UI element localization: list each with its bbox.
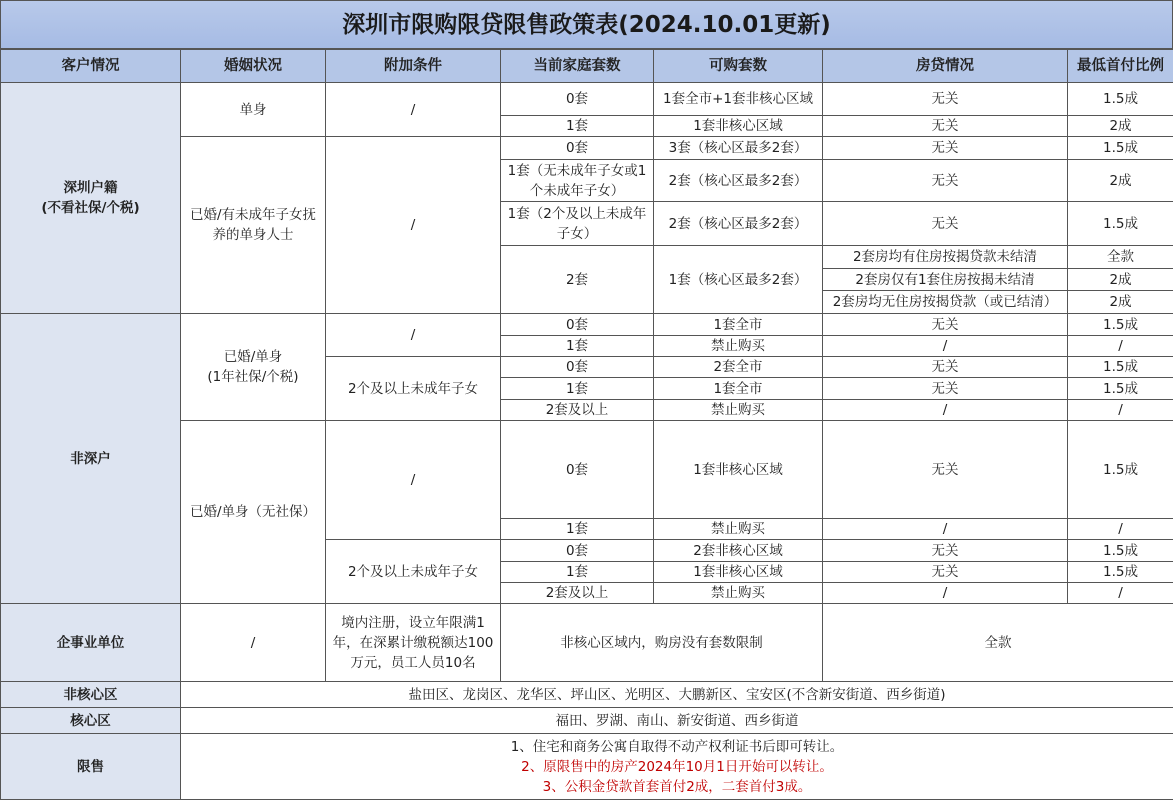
page-title: 深圳市限购限贷限售政策表(2024.10.01更新) [0, 0, 1173, 49]
table-cell: 福田、罗湖、南山、新安街道、西乡街道 [181, 708, 1173, 734]
table-cell: 无关 [823, 314, 1068, 336]
table-cell: 1套全市 [654, 378, 823, 400]
resale-note-highlight: 3、公积金贷款首套首付2成，二套首付3成。 [542, 778, 812, 795]
table-cell: 2套非核心区域 [654, 540, 823, 562]
table-cell: 1.5成 [1068, 562, 1173, 583]
table-cell [181, 734, 1173, 800]
table-cell: 0套 [501, 83, 654, 116]
table-cell: 已婚/有未成年子女抚养的单身人士 [181, 137, 326, 314]
table-cell: 已婚/单身（无社保） [181, 421, 326, 604]
table-cell: / [326, 137, 501, 314]
table-cell: / [823, 400, 1068, 421]
table-cell: 1套 [501, 116, 654, 137]
table-cell: 1套全市+1套非核心区域 [654, 83, 823, 116]
table-cell: 1套 [501, 336, 654, 357]
table-cell: 1.5成 [1068, 357, 1173, 378]
table-cell: 无关 [823, 137, 1068, 160]
table-cell: 1.5成 [1068, 314, 1173, 336]
row-category-label: 核心区 [1, 708, 181, 734]
table-cell: 2套及以上 [501, 400, 654, 421]
table-cell: 1套（核心区最多2套） [654, 246, 823, 314]
table-cell: 2个及以上未成年子女 [326, 357, 501, 421]
table-cell: 1.5成 [1068, 137, 1173, 160]
table-cell: 境内注册，设立年限满1年，在深累计缴税额达100万元，员工人员10名 [326, 604, 501, 682]
table-cell: 禁止购买 [654, 519, 823, 540]
table-row [1, 682, 1173, 708]
table-cell: 全款 [823, 604, 1173, 682]
table-cell: 1.5成 [1068, 421, 1173, 519]
table-cell: 无关 [823, 116, 1068, 137]
table-cell: 2套（核心区最多2套） [654, 160, 823, 202]
table-cell: 禁止购买 [654, 400, 823, 421]
table-cell: / [181, 604, 326, 682]
table-cell: / [823, 583, 1068, 604]
table-cell: / [1068, 583, 1173, 604]
table-cell: 0套 [501, 137, 654, 160]
table-cell: 全款 [1068, 246, 1173, 269]
column-header: 客户情况 [1, 50, 181, 83]
table-cell: 1套非核心区域 [654, 421, 823, 519]
row-category-label: 限售 [1, 734, 181, 800]
table-cell: 1.5成 [1068, 540, 1173, 562]
table-row [1, 734, 1173, 800]
row-category-label: 非核心区 [1, 682, 181, 708]
table-cell: / [326, 314, 501, 357]
table-cell: 盐田区、龙岗区、龙华区、坪山区、光明区、大鹏新区、宝安区(不含新安街道、西乡街道) [181, 682, 1173, 708]
column-header: 婚姻状况 [181, 50, 326, 83]
table-cell: 2套房仅有1套住房按揭未结清 [823, 269, 1068, 291]
table-cell: 2套及以上 [501, 583, 654, 604]
table-cell: / [1068, 400, 1173, 421]
table-cell: 禁止购买 [654, 336, 823, 357]
table-cell: 2套（核心区最多2套） [654, 202, 823, 246]
table-cell: 无关 [823, 83, 1068, 116]
table-cell: / [326, 83, 501, 137]
table-cell: 已婚/单身 (1年社保/个税) [181, 314, 326, 421]
table-cell: 1.5成 [1068, 202, 1173, 246]
table-cell: 1套全市 [654, 314, 823, 336]
policy-table [0, 49, 1173, 800]
table-row [1, 314, 1173, 336]
table-cell: 1套（2个及以上未成年子女） [501, 202, 654, 246]
table-cell: 0套 [501, 421, 654, 519]
resale-note-highlight: 2、原限售中的房产2024年10月1日开始可以转让。 [521, 758, 833, 775]
table-cell: 0套 [501, 314, 654, 336]
table-cell: 2成 [1068, 291, 1173, 314]
table-cell: 单身 [181, 83, 326, 137]
table-cell: / [823, 519, 1068, 540]
table-cell: 无关 [823, 202, 1068, 246]
column-header: 附加条件 [326, 50, 501, 83]
header-row [1, 50, 1173, 83]
row-category-label: 企事业单位 [1, 604, 181, 682]
table-row [1, 604, 1173, 682]
table-cell: / [1068, 336, 1173, 357]
table-cell: 无关 [823, 562, 1068, 583]
table-cell: / [326, 421, 501, 540]
row-category-label: 深圳户籍 (不看社保/个税) [1, 83, 181, 314]
table-cell: 2套房均无住房按揭贷款（或已结清） [823, 291, 1068, 314]
table-cell: 1套 [501, 519, 654, 540]
table-cell: 2成 [1068, 116, 1173, 137]
table-cell: 3套（核心区最多2套） [654, 137, 823, 160]
resale-note: 1、住宅和商务公寓自取得不动产权利证书后即可转让。 [510, 738, 844, 755]
column-header: 可购套数 [654, 50, 823, 83]
column-header: 当前家庭套数 [501, 50, 654, 83]
table-cell: 2个及以上未成年子女 [326, 540, 501, 604]
table-cell: 1套（无未成年子女或1个未成年子女） [501, 160, 654, 202]
table-cell: 1套非核心区域 [654, 562, 823, 583]
table-cell: / [1068, 519, 1173, 540]
table-row [1, 708, 1173, 734]
table-cell: 1.5成 [1068, 83, 1173, 116]
table-cell: 2成 [1068, 269, 1173, 291]
table-row [1, 83, 1173, 116]
table-cell: 无关 [823, 421, 1068, 519]
table-cell: 无关 [823, 160, 1068, 202]
table-cell: 1.5成 [1068, 378, 1173, 400]
table-cell: 2套房均有住房按揭贷款未结清 [823, 246, 1068, 269]
table-cell: / [823, 336, 1068, 357]
table-cell: 无关 [823, 378, 1068, 400]
table-cell: 1套非核心区域 [654, 116, 823, 137]
table-cell: 1套 [501, 378, 654, 400]
table-cell: 无关 [823, 540, 1068, 562]
table-cell: 非核心区域内，购房没有套数限制 [501, 604, 823, 682]
table-cell: 0套 [501, 357, 654, 378]
table-cell: 禁止购买 [654, 583, 823, 604]
table-cell: 2套 [501, 246, 654, 314]
table-cell: 2成 [1068, 160, 1173, 202]
column-header: 房贷情况 [823, 50, 1068, 83]
table-cell: 0套 [501, 540, 654, 562]
table-cell: 1套 [501, 562, 654, 583]
column-header: 最低首付比例 [1068, 50, 1173, 83]
table-cell: 2套全市 [654, 357, 823, 378]
row-category-label: 非深户 [1, 314, 181, 604]
table-cell: 无关 [823, 357, 1068, 378]
